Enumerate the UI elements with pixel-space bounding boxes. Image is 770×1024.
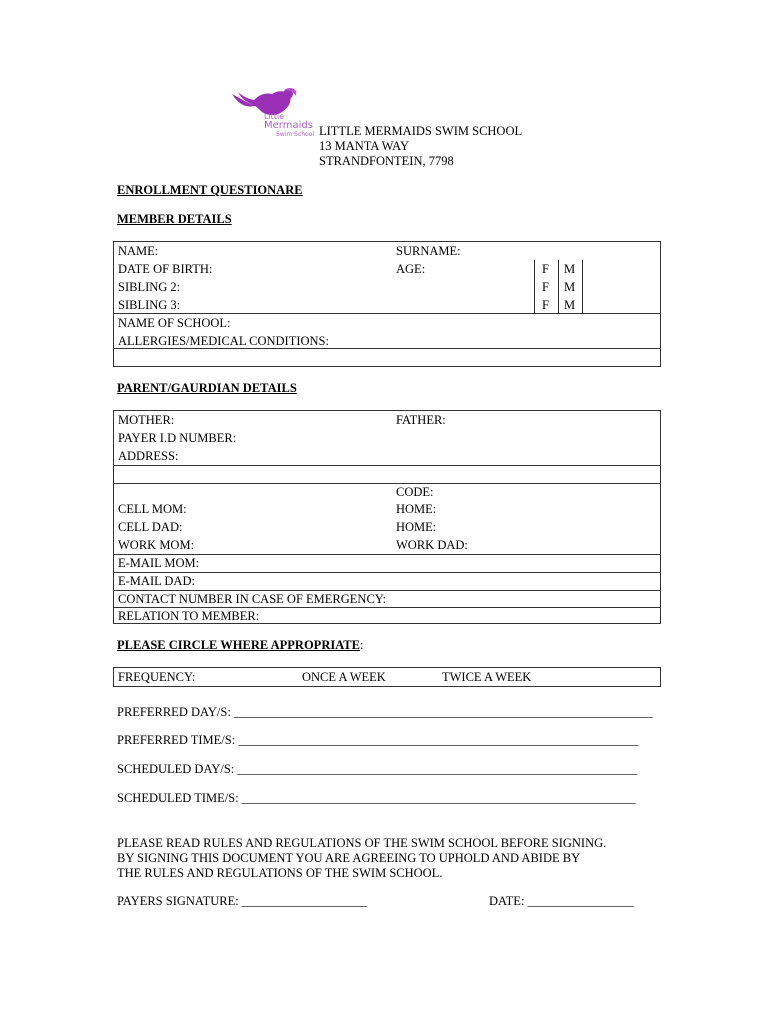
date-field[interactable]: DATE: _________________ [489, 894, 634, 908]
document-title: ENROLLMENT QUESTIONARE [117, 183, 303, 197]
preferred-time-field[interactable]: PREFERRED TIME/S: ________________________________________________________________ [117, 733, 639, 747]
name-label: NAME: [118, 244, 159, 258]
circle-heading-text: PLEASE CIRCLE WHERE APPROPRIATE [117, 638, 360, 652]
frequency-label: FREQUENCY: [118, 670, 196, 684]
divider [114, 607, 660, 608]
school-street: 13 MANTA WAY [319, 139, 409, 153]
gender-m-2[interactable]: M [564, 280, 576, 294]
work-dad-label: WORK DAD: [396, 538, 468, 552]
circle-heading [117, 638, 363, 653]
gender-f-3[interactable]: F [542, 298, 549, 312]
school-label: NAME OF SCHOOL: [118, 316, 231, 330]
logo-text-line2: Mermaids [264, 120, 313, 131]
member-details-heading: MEMBER DETAILS [117, 212, 232, 226]
surname-label: SURNAME: [396, 244, 461, 258]
notice-text [117, 836, 606, 881]
divider [534, 260, 535, 313]
divider [114, 483, 660, 484]
school-city: STRANDFONTEIN, 7798 [319, 154, 454, 168]
gender-m-3[interactable]: M [564, 298, 576, 312]
divider [558, 260, 559, 313]
gender-m-1[interactable]: M [564, 262, 576, 276]
payer-id-label: PAYER I.D NUMBER: [118, 431, 237, 445]
dob-label: DATE OF BIRTH: [118, 262, 213, 276]
cell-mom-label: CELL MOM: [118, 502, 187, 516]
parent-details-heading: PARENT/GAURDIAN DETAILS [117, 381, 297, 395]
divider [114, 590, 660, 591]
scheduled-time-field[interactable]: SCHEDULED TIME/S: _______________________________________________________________ [117, 791, 636, 805]
notice-line3: THE RULES AND REGULATIONS OF THE SWIM SCHOOL. [117, 866, 443, 880]
scheduled-days-field[interactable]: SCHEDULED DAY/S: ________________________________________________________________ [117, 762, 638, 776]
cell-dad-label: CELL DAD: [118, 520, 183, 534]
sibling3-label: SIBLING 3: [118, 298, 181, 312]
father-label: FATHER: [396, 413, 446, 427]
gender-f-1[interactable]: F [542, 262, 549, 276]
home-label-2: HOME: [396, 520, 437, 534]
sibling2-label: SIBLING 2: [118, 280, 181, 294]
preferred-days-field[interactable]: PREFERRED DAY/S: ___________________________________________________________________ [117, 705, 653, 719]
once-a-week-option[interactable]: ONCE A WEEK [302, 670, 386, 684]
code-label: CODE: [396, 485, 434, 499]
member-details-table [113, 241, 661, 367]
divider [114, 554, 660, 555]
mother-label: MOTHER: [118, 413, 175, 427]
payer-signature-field[interactable]: PAYERS SIGNATURE: ____________________ [117, 894, 367, 908]
home-label-1: HOME: [396, 502, 437, 516]
gender-f-2[interactable]: F [542, 280, 549, 294]
emergency-contact-label: CONTACT NUMBER IN CASE OF EMERGENCY: [118, 592, 387, 606]
logo [228, 86, 320, 142]
notice-line1: PLEASE READ RULES AND REGULATIONS OF THE SWIM SCHOOL BEFORE SIGNING. [117, 836, 607, 850]
divider [114, 465, 660, 466]
allergies-label: ALLERGIES/MEDICAL CONDITIONS: [118, 334, 329, 348]
divider [114, 572, 660, 573]
divider [582, 260, 583, 313]
notice-line2: BY SIGNING THIS DOCUMENT YOU ARE AGREEING TO UPHOLD AND ABIDE BY [117, 851, 581, 865]
parent-details-table [113, 410, 661, 624]
logo-text-line3: Swim School [276, 131, 315, 138]
work-mom-label: WORK MOM: [118, 538, 195, 552]
email-mom-label: E-MAIL MOM: [118, 556, 200, 570]
email-dad-label: E-MAIL DAD: [118, 574, 195, 588]
circle-heading-colon: : [359, 638, 364, 652]
twice-a-week-option[interactable]: TWICE A WEEK [442, 670, 532, 684]
school-name: LITTLE MERMAIDS SWIM SCHOOL [319, 124, 523, 138]
logo-text-line1: Little [264, 112, 285, 121]
relation-label: RELATION TO MEMBER: [118, 609, 260, 623]
address-label: ADDRESS: [118, 449, 179, 463]
divider [114, 348, 660, 349]
divider [114, 313, 660, 314]
frequency-box [113, 667, 661, 687]
age-label: AGE: [396, 262, 426, 276]
